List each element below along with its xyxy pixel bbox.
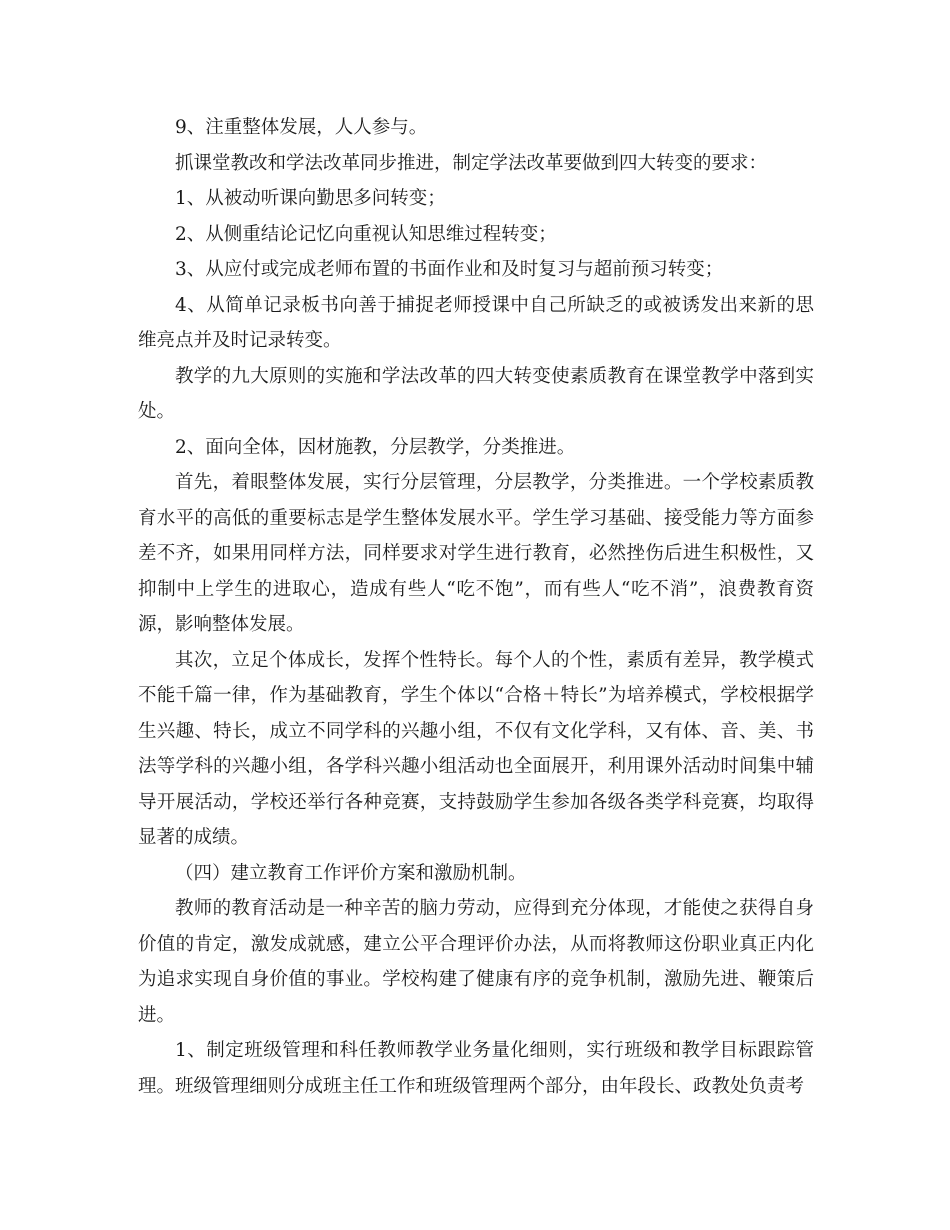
paragraph: 其次，立足个体成长，发挥个性特长。每个人的个性，素质有差异，教学模式不能千篇一律，作为基础教育，学生个体以“合格＋特长”为培养模式，学校根据学生兴趣、特长，成立不同学科的兴趣小组，不仅有文化学科，又有体、音、美、书法等学科的兴趣小组，各学科兴趣小组活动也全面展开，利用课外活动时间集中辅导开展活动，学校还举行各种竞赛，支持鼓励学生参加各级各类学科竞赛，均取得显著的成绩。 xyxy=(138,649,814,848)
paragraph: 2、面向全体，因材施教，分层教学，分类推进。 xyxy=(175,436,576,458)
paragraph: 2、从侧重结论记忆向重视认知思维过程转变； xyxy=(175,223,557,245)
paragraph: 教师的教育活动是一种辛苦的脑力劳动，应得到充分体现，才能使之获得自身价值的肯定，激发成就感，建立公平合理评价办法，从而将教师这份职业真正内化为追求实现自身价值的事业。学校构建了健康有序的竞争机制，激励先进、鞭策后进。 xyxy=(138,898,814,1026)
paragraph: 1、制定班级管理和科任教师教学业务量化细则，实行班级和教学目标跟踪管理。班级管理细则分成班主任工作和班级管理两个部分，由年段长、政教处负责考 xyxy=(138,1040,814,1097)
paragraph: 抓课堂教改和学法改革同步推进，制定学法改革要做到四大转变的要求： xyxy=(175,152,768,174)
document-body xyxy=(138,110,814,1104)
paragraph: 4、从简单记录板书向善于捕捉老师授课中自己所缺乏的或被诱发出来新的思维亮点并及时记录转变。 xyxy=(138,294,814,351)
paragraph: 教学的九大原则的实施和学法改革的四大转变使素质教育在课堂教学中落到实处。 xyxy=(138,365,814,422)
paragraph: 1、从被动听课向勤思多问转变； xyxy=(175,188,446,209)
section-heading: （四）建立教育工作评价方案和激励机制。 xyxy=(175,862,527,884)
paragraph: 9、注重整体发展，人人参与。 xyxy=(175,117,428,138)
paragraph: 3、从应付或完成老师布置的书面作业和及时复习与超前预习转变； xyxy=(175,259,724,280)
paragraph: 首先，着眼整体发展，实行分层管理，分层教学，分类推进。一个学校素质教育水平的高低的重要标志是学生整体发展水平。学生学习基础、接受能力等方面参差不齐，如果用同样方法，同样要求对学生进行教育，必然挫伤后进生积极性，又抑制中上学生的进取心，造成有些人“吃不饱”，而有些人“吃不消”，浪费教育资源，影响整体发展。 xyxy=(138,472,814,635)
